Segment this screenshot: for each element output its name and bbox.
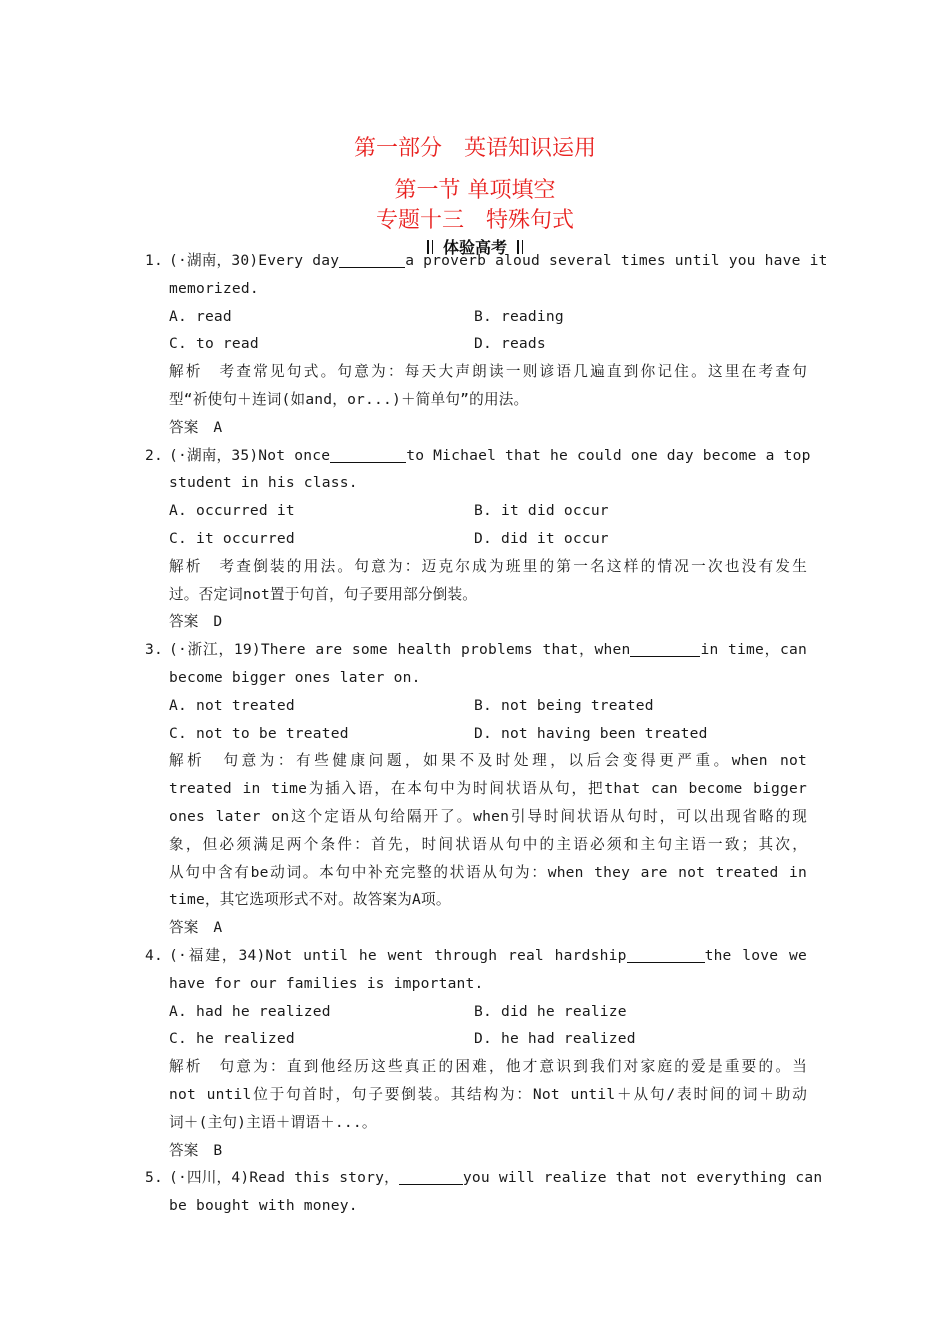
stem-text: in time，can <box>700 641 808 659</box>
stem-text: (·浙江，19)There are some health problems that，when <box>169 641 631 659</box>
option-a: A. had he realized <box>169 1002 331 1020</box>
analysis-text: not until位于句首时，句子要倒装。其结构为：Not until＋从句/表时间的词＋助动 <box>169 1085 807 1103</box>
options-row <box>145 1025 807 1053</box>
answer-blank <box>399 1168 463 1185</box>
part-title <box>0 134 950 164</box>
stem-text: (·福建，34)Not until he went through real hardship <box>169 946 627 964</box>
question-stem-line: become bigger ones later on. <box>169 668 421 686</box>
answer-blank <box>630 640 700 657</box>
options-row <box>145 497 807 525</box>
question-stem-line: student in his class. <box>169 474 358 492</box>
analysis-text: 词＋(主句)主语＋谓语＋...。 <box>169 1113 377 1131</box>
stem-text: a proverb aloud several times until you have it <box>405 252 828 269</box>
option-b: B. not being treated <box>474 696 654 714</box>
option-b: B. did he realize <box>474 1002 627 1020</box>
analysis-text: 象，但必须满足两个条件：首先，时间状语从句中的主语必须和主句主语一致；其次， <box>169 835 807 853</box>
question-number: 2. <box>145 446 163 464</box>
badge-label: 体验高考 <box>442 238 507 257</box>
answer-blank <box>330 446 406 463</box>
analysis-text: treated in time为插入语，在本句中为时间状语从句，把that can become bigger <box>169 780 807 798</box>
question-number: 1. <box>145 252 163 269</box>
question-stem-line <box>145 636 807 664</box>
topic-name: 特殊句式 <box>486 208 575 233</box>
question-number: 5. <box>145 1169 163 1187</box>
stem-text: (·四川，4)Read this story， <box>169 1169 399 1187</box>
question-4 <box>145 942 807 1164</box>
analysis-text: 解析 句意为：直到他经历这些真正的困难，他才意识到我们对家庭的爱是重要的。当 <box>169 1058 807 1076</box>
topic-title <box>0 206 950 236</box>
part-label: 第一部分 <box>353 136 442 161</box>
question-number: 4. <box>145 946 163 964</box>
analysis-text: time，其它选项形式不对。故答案为A项。 <box>169 891 451 909</box>
option-d: D. he had realized <box>474 1030 636 1048</box>
answer-text: 答案 A <box>169 418 223 436</box>
answer-text: 答案 D <box>169 613 223 631</box>
question-stem-line <box>145 1164 823 1192</box>
question-3 <box>145 636 807 942</box>
options-row <box>145 998 807 1026</box>
question-list <box>145 247 828 1220</box>
options-row <box>145 720 807 748</box>
stem-text: (·湖南，30)Every day <box>169 252 340 269</box>
answer-text: 答案 B <box>169 1141 223 1159</box>
analysis-text: 过。否定词not置于句首，句子要用部分倒装。 <box>169 585 478 603</box>
answer-blank <box>339 251 405 268</box>
section-title: 第一节 单项填空 <box>394 178 556 203</box>
options-row <box>145 525 807 553</box>
stem-text: you will realize that not everything can <box>462 1169 823 1187</box>
stem-text: to Michael that he could one day become a top <box>406 446 811 464</box>
title-block <box>0 134 950 258</box>
question-5 <box>145 1164 823 1220</box>
stem-text: (·湖南，35)Not once <box>169 446 331 464</box>
question-stem-line <box>145 247 828 275</box>
option-a: A. not treated <box>169 696 295 714</box>
question-stem-line <box>145 442 811 470</box>
option-d: D. reads <box>474 335 546 353</box>
question-stem-line: be bought with money. <box>169 1197 358 1215</box>
option-d: D. not having been treated <box>474 724 708 742</box>
options-row <box>145 330 807 358</box>
option-c: C. to read <box>169 335 259 353</box>
question-2 <box>145 442 811 637</box>
analysis-text: 解析 考查常见句式。句意为：每天大声朗读一则谚语几遍直到你记住。这里在考查句 <box>169 363 807 381</box>
option-d: D. did it occur <box>474 529 609 547</box>
question-stem-line <box>145 942 807 970</box>
question-stem-line: have for our families is important. <box>169 974 484 992</box>
question-number: 3. <box>145 641 163 659</box>
analysis-text: 解析 句意为：有些健康问题，如果不及时处理，以后会变得更严重。when not <box>169 752 807 770</box>
analysis-text: 型“祈使句＋连词(如and，or...)＋简单句”的用法。 <box>169 390 529 408</box>
analysis-text: 解析 考查倒装的用法。句意为：迈克尔成为班里的第一名这样的情况一次也没有发生 <box>169 557 807 575</box>
question-1 <box>145 247 828 442</box>
analysis-text: 从句中含有be动词。本句中补充完整的状语从句为：when they are not treated in <box>169 863 807 881</box>
answer-blank <box>627 946 705 963</box>
options-row <box>145 303 807 331</box>
option-a: A. occurred it <box>169 502 295 520</box>
analysis-text: ones later on这个定语从句给隔开了。when引导时间状语从句时，可以出现省略的现 <box>169 807 807 825</box>
part-name: 英语知识运用 <box>464 136 597 161</box>
question-stem-line: memorized. <box>169 279 259 297</box>
option-a: A. read <box>169 307 232 325</box>
answer-text: 答案 A <box>169 919 223 937</box>
option-c: C. it occurred <box>169 529 295 547</box>
option-c: C. not to be treated <box>169 724 349 742</box>
options-row <box>145 692 807 720</box>
option-b: B. reading <box>474 307 564 325</box>
stem-text: the love we <box>704 946 807 964</box>
option-c: C. he realized <box>169 1030 295 1048</box>
option-b: B. it did occur <box>474 502 609 520</box>
topic-label: 专题十三 <box>375 208 464 233</box>
